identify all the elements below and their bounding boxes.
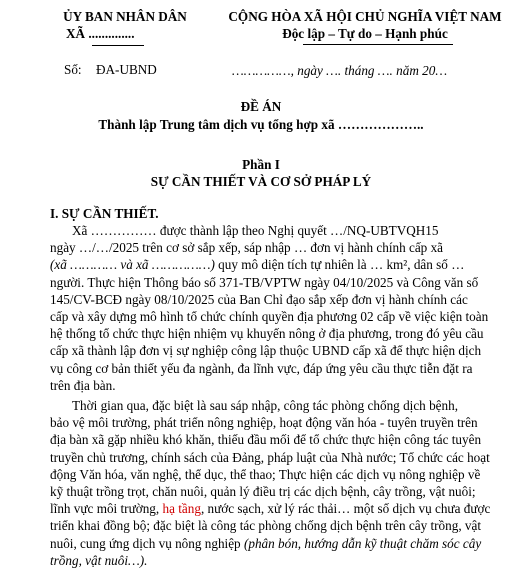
p1-line <box>50 256 502 273</box>
p2-line: trồng, vật nuôi…). <box>50 552 148 568</box>
p1-line: cấp xã thành lập đơn vị sự nghiệp công lập thuộc UBND cấp xã để thực hiện dịch <box>50 343 482 359</box>
national-motto: Độc lập – Tự do – Hạnh phúc <box>282 26 448 41</box>
motto-underline <box>303 44 453 45</box>
issuer-unit: XÃ .............. <box>66 26 135 41</box>
paragraph-2 <box>50 397 502 569</box>
part-title: SỰ CẦN THIẾT VÀ CƠ SỞ PHÁP LÝ <box>150 174 372 189</box>
paragraph-1 <box>50 222 502 394</box>
p2-line: truyền chủ trương, chính sách của Đảng, pháp luật của Nhà nước; Tổ chức các hoạt <box>50 449 490 465</box>
p1-line: hệ thống tổ chức thực hiện nhiệm vụ khuyến nông ở địa phương, trong đó yêu cầu <box>50 326 484 342</box>
p2-line: trên địa bàn. <box>50 377 116 393</box>
p2-line <box>50 500 502 517</box>
p2-text: lĩnh vực môi trường, <box>50 501 163 517</box>
part-number: Phần I <box>242 157 280 172</box>
p1-line: người. Thực hiện Thông báo số 371-TB/VPTW ngày 04/10/2025 và Công văn số <box>50 274 479 290</box>
p1-line: ngày …/…/2025 trên cơ sở sắp xếp, sáp nhập … đơn vị hành chính cấp xã <box>50 240 444 256</box>
date-line: ……………, ngày …. tháng …. năm 20… <box>232 63 448 78</box>
doc-title: Thành lập Trung tâm dịch vụ tổng hợp xã ……………….. <box>98 117 424 132</box>
p2-line <box>50 535 502 552</box>
p2-line: Thời gian qua, đặc biệt là sau sáp nhập, công tác phòng chống dịch bệnh, <box>72 398 459 413</box>
p2-text: nuôi, cung ứng dịch vụ nông nghiệp <box>50 535 244 551</box>
national-title: CỘNG HÒA XÃ HỘI CHỦ NGHĨA VIỆT NAM <box>228 9 502 24</box>
p1-text: quy mô diện tích tự nhiên là … km², dân số … <box>214 257 465 273</box>
p1-line: cấp và xây dựng mô hình tổ chức chính quyền địa phương 02 cấp về việc kiện toàn <box>50 309 489 325</box>
doc-number-label: Số: <box>64 62 82 77</box>
heading-1: I. SỰ CẦN THIẾT. <box>50 206 159 221</box>
issuer-name: ỦY BAN NHÂN DÂN <box>63 9 187 24</box>
p2-line: động Văn hóa, văn nghệ, thể dục, thể thao; Thực hiện các dịch vụ nông nghiệp về <box>50 466 481 482</box>
doc-type: ĐỀ ÁN <box>240 99 282 114</box>
p1-italic: (xã ………… và xã ……………) <box>50 257 215 273</box>
p2-line: triển khai đồng bộ; đặc biệt là công tác phòng chống dịch bệnh trên cây trồng, vật <box>50 518 482 534</box>
p1-line: Xã …………… được thành lập theo Nghị quyết …/NQ-UBTVQH15 <box>72 223 439 238</box>
p2-italic: (phân bón, hướng dẫn kỹ thuật chăm sóc cây <box>243 535 482 551</box>
issuer-underline <box>92 45 144 46</box>
p1-line: vụ công cơ bản thiết yếu đa ngành, đa lĩnh vực, đáp ứng yêu cầu thực tiễn đặt ra <box>50 360 473 376</box>
p2-text: , nước sạch, xử lý rác thải… một số dịch vụ chưa được <box>200 501 491 517</box>
doc-number: ĐA-UBND <box>96 62 157 77</box>
p2-line: kỹ thuật trồng trọt, chăn nuôi, quản lý điều trị các dịch bệnh, cây trồng, vật nuôi; <box>50 484 476 500</box>
p2-highlight: hạ tầng <box>162 501 201 517</box>
p2-line: bảo vệ môi trường, phát triển nông nghiệp, hoạt động văn hóa - tuyên truyền trên <box>50 415 478 431</box>
p1-line: 145/CV-BCĐ ngày 08/10/2025 của Ban Chỉ đạo sắp xếp đơn vị hành chính các <box>50 291 468 307</box>
p2-line: địa bàn xã gặp nhiều khó khăn, thiếu đầu mối để tổ chức thực hiện công tác tuyên <box>50 432 482 448</box>
